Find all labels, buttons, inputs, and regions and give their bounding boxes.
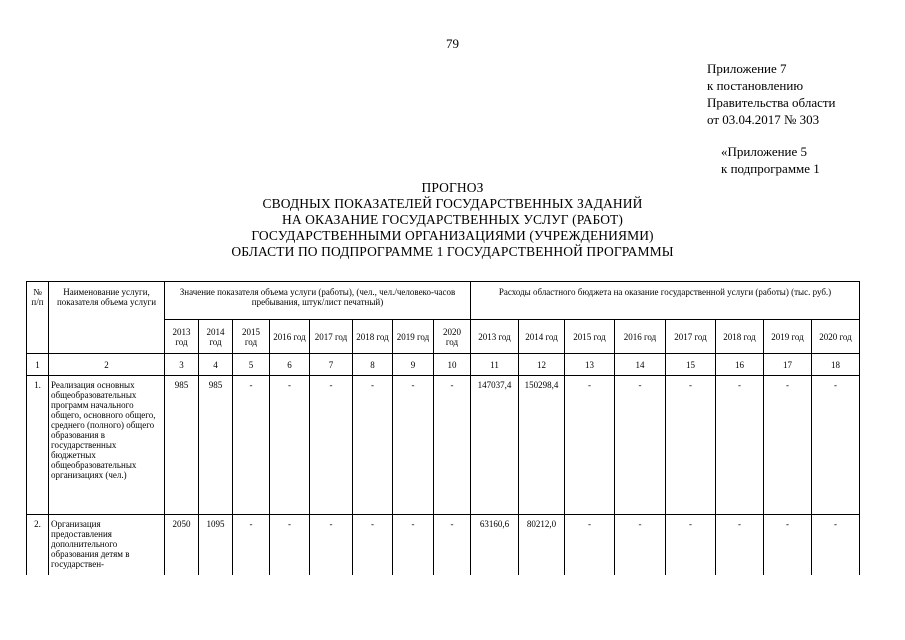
- header-year: 2016 год: [615, 320, 666, 354]
- row-value: -: [615, 376, 666, 515]
- header-year: 2013 год: [471, 320, 519, 354]
- column-number: 15: [666, 354, 716, 376]
- row-value: -: [565, 515, 615, 575]
- row-value: 985: [199, 376, 233, 515]
- row-value: -: [393, 515, 434, 575]
- title-line: СВОДНЫХ ПОКАЗАТЕЛЕЙ ГОСУДАРСТВЕННЫХ ЗАДАНИЙ: [262, 196, 643, 211]
- column-number: 1: [27, 354, 49, 376]
- row-value: 150298,4: [519, 376, 565, 515]
- title-line: ОБЛАСТИ ПО ПОДПРОГРАММЕ 1 ГОСУДАРСТВЕННОЙ ПРОГРАММЫ: [231, 244, 674, 259]
- appendix-inner-header: [721, 143, 820, 177]
- header-budget-group: Расходы областного бюджета на оказание государственной услуги (работы) (тыс. руб.): [471, 282, 860, 320]
- header-service-name: Наименование услуги, показателя объема услуги: [49, 282, 165, 354]
- row-value: -: [666, 376, 716, 515]
- table-row: [27, 515, 860, 575]
- column-number: 2: [49, 354, 165, 376]
- row-value: -: [353, 515, 393, 575]
- header-year: 2014 год: [199, 320, 233, 354]
- row-value: 1095: [199, 515, 233, 575]
- column-number: 4: [199, 354, 233, 376]
- appendix-line: Приложение 7: [707, 61, 787, 76]
- header-year: 2020 год: [812, 320, 860, 354]
- row-value: -: [812, 376, 860, 515]
- header-year: 2013 год: [165, 320, 199, 354]
- row-value: 147037,4: [471, 376, 519, 515]
- row-value: -: [666, 515, 716, 575]
- title-line: НА ОКАЗАНИЕ ГОСУДАРСТВЕННЫХ УСЛУГ (РАБОТ): [282, 212, 623, 227]
- row-value: -: [233, 515, 270, 575]
- column-number: 10: [434, 354, 471, 376]
- column-number-row: [27, 354, 860, 376]
- column-number: 9: [393, 354, 434, 376]
- page-number: 79: [446, 36, 459, 51]
- appendix-line: Правительства области: [707, 95, 836, 110]
- column-number: 16: [716, 354, 764, 376]
- appendix-header: [707, 60, 836, 128]
- appendix-inner-line: «Приложение 5: [721, 144, 808, 159]
- header-year: 2019 год: [393, 320, 434, 354]
- appendix-inner-line: к подпрограмме 1: [721, 161, 820, 176]
- header-year: 2019 год: [764, 320, 812, 354]
- column-number: 13: [565, 354, 615, 376]
- row-value: -: [353, 376, 393, 515]
- column-number: 17: [764, 354, 812, 376]
- forecast-table: [26, 281, 860, 575]
- row-value: 2050: [165, 515, 199, 575]
- header-year: 2018 год: [716, 320, 764, 354]
- column-number: 8: [353, 354, 393, 376]
- row-value: -: [233, 376, 270, 515]
- row-value: -: [565, 376, 615, 515]
- row-value: -: [716, 376, 764, 515]
- column-number: 6: [270, 354, 310, 376]
- row-value: -: [764, 515, 812, 575]
- row-value: 985: [165, 376, 199, 515]
- header-year: 2018 год: [353, 320, 393, 354]
- row-value: -: [310, 515, 353, 575]
- row-number: 2.: [27, 515, 49, 575]
- column-number: 18: [812, 354, 860, 376]
- row-number: 1.: [27, 376, 49, 515]
- title-line: ГОСУДАРСТВЕННЫМИ ОРГАНИЗАЦИЯМИ (УЧРЕЖДЕНИЯМИ): [251, 228, 654, 243]
- column-number: 14: [615, 354, 666, 376]
- row-value: 80212,0: [519, 515, 565, 575]
- column-number: 12: [519, 354, 565, 376]
- column-number: 5: [233, 354, 270, 376]
- row-value: -: [270, 515, 310, 575]
- column-number: 7: [310, 354, 353, 376]
- header-year: 2014 год: [519, 320, 565, 354]
- row-value: 63160,6: [471, 515, 519, 575]
- row-value: -: [434, 376, 471, 515]
- header-year: 2016 год: [270, 320, 310, 354]
- header-year: 2015 год: [565, 320, 615, 354]
- header-volume-group: Значение показателя объема услуги (работы), (чел., чел./человеко-часов пребывания, штук/лист печатный): [165, 282, 471, 320]
- header-year: 2017 год: [666, 320, 716, 354]
- header-number: № п/п: [27, 282, 49, 354]
- row-value: -: [812, 515, 860, 575]
- row-value: -: [615, 515, 666, 575]
- header-year: 2020 год: [434, 320, 471, 354]
- row-service-name: Организация предоставления дополнительного образования детям в государствен-: [49, 515, 165, 575]
- table-row: [27, 376, 860, 515]
- header-year: 2017 год: [310, 320, 353, 354]
- row-value: -: [270, 376, 310, 515]
- header-year: 2015 год: [233, 320, 270, 354]
- row-value: -: [764, 376, 812, 515]
- row-service-name: Реализация основных общеобразовательных программ начального общего, основного общего, среднего (полного) общего образования в государственных бюджетных общеобразовательных организациях (чел.): [49, 376, 165, 515]
- document-title: [0, 180, 905, 260]
- appendix-line: от 03.04.2017 № 303: [707, 112, 820, 127]
- title-line: ПРОГНОЗ: [421, 180, 484, 195]
- row-value: -: [310, 376, 353, 515]
- column-number: 3: [165, 354, 199, 376]
- row-value: -: [434, 515, 471, 575]
- appendix-line: к постановлению: [707, 78, 804, 93]
- row-value: -: [716, 515, 764, 575]
- column-number: 11: [471, 354, 519, 376]
- row-value: -: [393, 376, 434, 515]
